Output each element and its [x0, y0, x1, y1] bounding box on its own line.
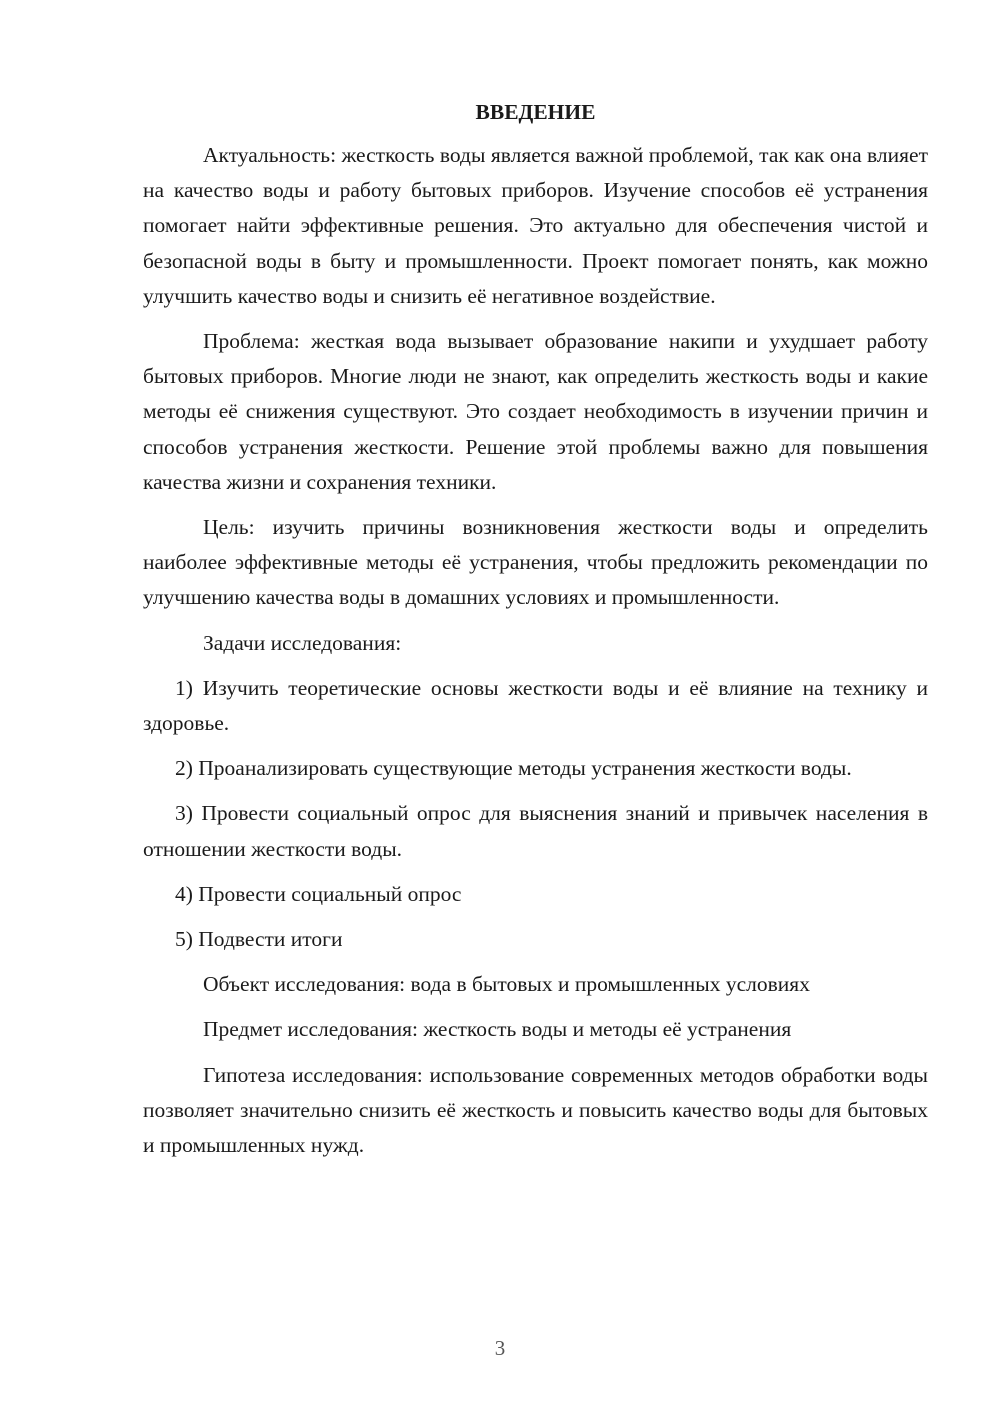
page-title: ВВЕДЕНИЕ [475, 100, 596, 124]
task-item-3: 3) Провести социальный опрос для выяснения знаний и привычек населения в отношении жесткости воды. [143, 801, 928, 861]
task-item-1: 1) Изучить теоретические основы жесткости воды и её влияние на технику и здоровье. [143, 675, 928, 736]
page-content [143, 95, 928, 1173]
goal-paragraph: Цель: изучить причины возникновения жесткости воды и определить наиболее эффективные методы её устранения, чтобы предложить рекомендации по улучшению качества воды в домашних условиях и промышленности. [143, 515, 928, 610]
research-subject: Предмет исследования: жесткость воды и методы её устранения [203, 1017, 792, 1042]
research-hypothesis: Гипотеза исследования: использование современных методов обработки воды позволяет значительно снизить её жесткость и повысить качество воды для бытовых и промышленных нужд. [143, 1062, 928, 1158]
research-object: Объект исследования: вода в бытовых и промышленных условиях [203, 972, 810, 997]
task-item-2: 2) Проанализировать существующие методы устранения жесткости воды. [175, 756, 852, 781]
task-item-5: 5) Подвести итоги [175, 927, 343, 952]
tasks-heading: Задачи исследования: [203, 630, 402, 655]
problem-paragraph: Проблема: жесткая вода вызывает образование накипи и ухудшает работу бытовых приборов. Многие люди не знают, как определить жесткость воды и какие методы её снижения существуют. Это создает необходимость в изучении причин и способов устранения жесткости. Решение этой проблемы важно для повышения качества жизни и сохранения техники. [143, 329, 928, 494]
page-number: 3 [494, 1336, 506, 1360]
relevance-paragraph: Актуальность: жесткость воды является важной проблемой, так как она влияет на качество воды и работу бытовых приборов. Изучение способов её устранения помогает найти эффективные решения. Это актуально для обеспечения чистой и безопасной воды в быту и промышленности. Проект помогает понять, как можно улучшить качество воды и снизить её негативное воздействие. [143, 143, 928, 308]
task-item-4: 4) Провести социальный опрос [175, 881, 462, 906]
